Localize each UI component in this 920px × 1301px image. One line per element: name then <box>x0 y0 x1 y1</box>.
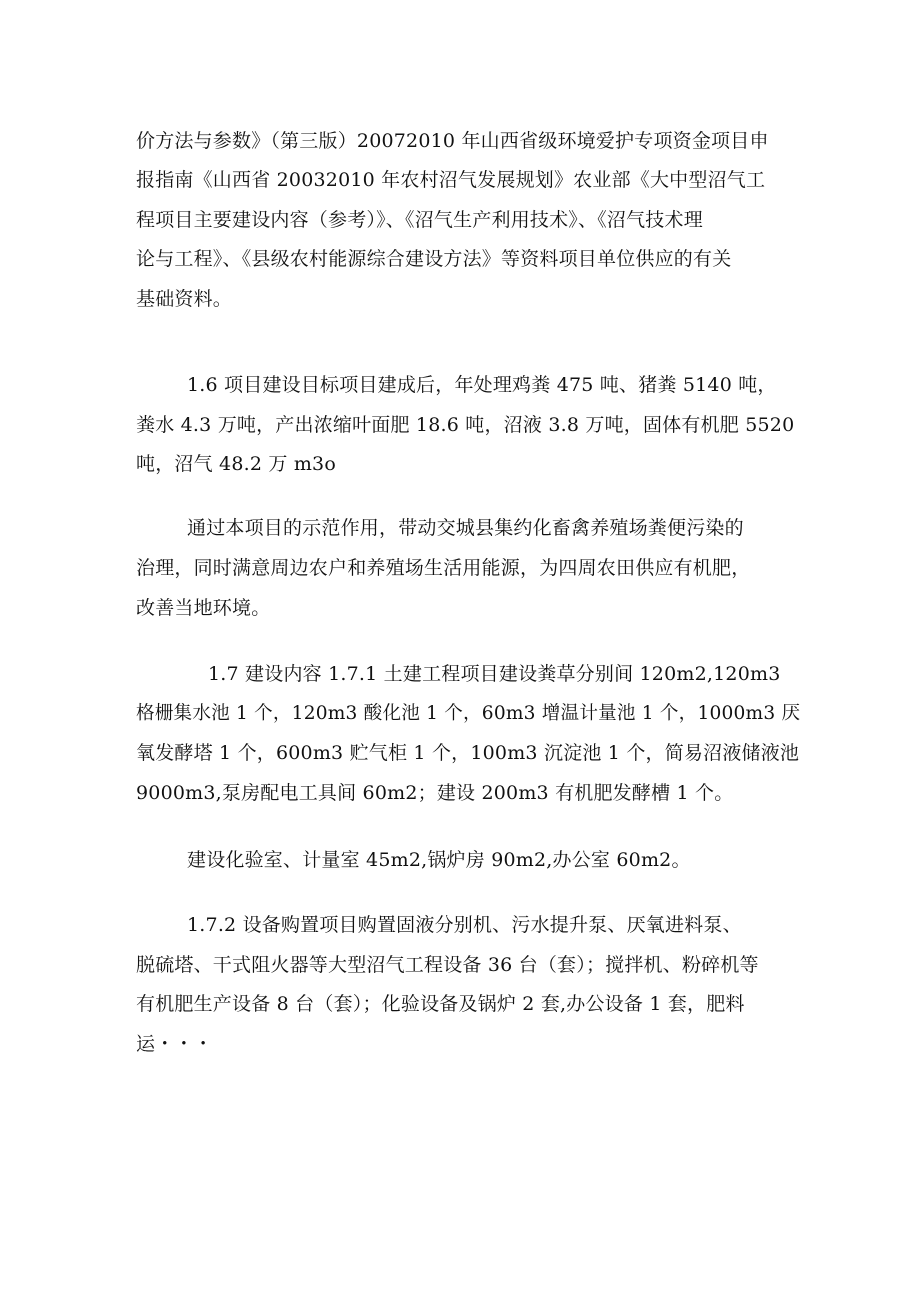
text-line: 基础资料。 <box>136 288 233 310</box>
text-line: 运・・・ <box>136 1033 213 1055</box>
text-line: 价方法与参数》（第三版）20072010 年山西省级环境爱护专项资金项目申 <box>136 130 769 152</box>
text-line: 9000m3,泵房配电工具间 60m2；建设 200m3 有机肥发酵槽 1 个。 <box>136 782 734 804</box>
text-line: 治理，同时满意周边农户和养殖场生活用能源，为四周农田供应有机肥， <box>136 557 751 579</box>
text-line: 吨，沼气 48.2 万 m3o <box>136 453 336 475</box>
text-line: 有机肥生产设备 8 台（套）；化验设备及锅炉 2 套,办公设备 1 套，肥料 <box>136 993 745 1015</box>
text-line: 建设化验室、计量室 45m2,锅炉房 90m2,办公室 60m2。 <box>187 849 691 871</box>
text-line: 1.7.2 设备购置项目购置固液分别机、污水提升泵、厌氧进料泵、 <box>187 914 742 936</box>
text-line: 格栅集水池 1 个，120m3 酸化池 1 个，60m3 增温计量池 1 个，1000m3 厌 <box>136 703 801 724</box>
text-line: 程项目主要建设内容（参考）》、《沼气生产利用技术》、《沼气技术理 <box>136 209 703 231</box>
text-line: 改善当地环境。 <box>136 597 271 619</box>
text-line: 粪水 4.3 万吨，产出浓缩叶面肥 18.6 吨，沼液 3.8 万吨，固体有机肥 5520 <box>136 414 795 436</box>
text-line: 通过本项目的示范作用，带动交城县集约化畜禽养殖场粪便污染的 <box>187 517 744 539</box>
text-line: 1.6 项目建设目标项目建成后，年处理鸡粪 475 吨、猪粪 5140 吨， <box>187 374 777 396</box>
text-line: 1.7 建设内容 1.7.1 土建工程项目建设粪草分别间 120m2,120m3 <box>208 663 781 685</box>
text-line: 论与工程》、《县级农村能源综合建设方法》等资料项目单位供应的有关 <box>136 248 732 270</box>
text-line: 氧发酵塔 1 个，600m3 贮气柜 1 个，100m3 沉淀池 1 个，简易沼液储液池 <box>136 742 800 764</box>
text-line: 报指南《山西省 20032010 年农村沼气发展规划》农业部《大中型沼气工 <box>136 169 766 191</box>
text-line: 脱硫塔、干式阻火器等大型沼气工程设备 36 台（套）；搅拌机、粉碎机等 <box>136 954 759 976</box>
